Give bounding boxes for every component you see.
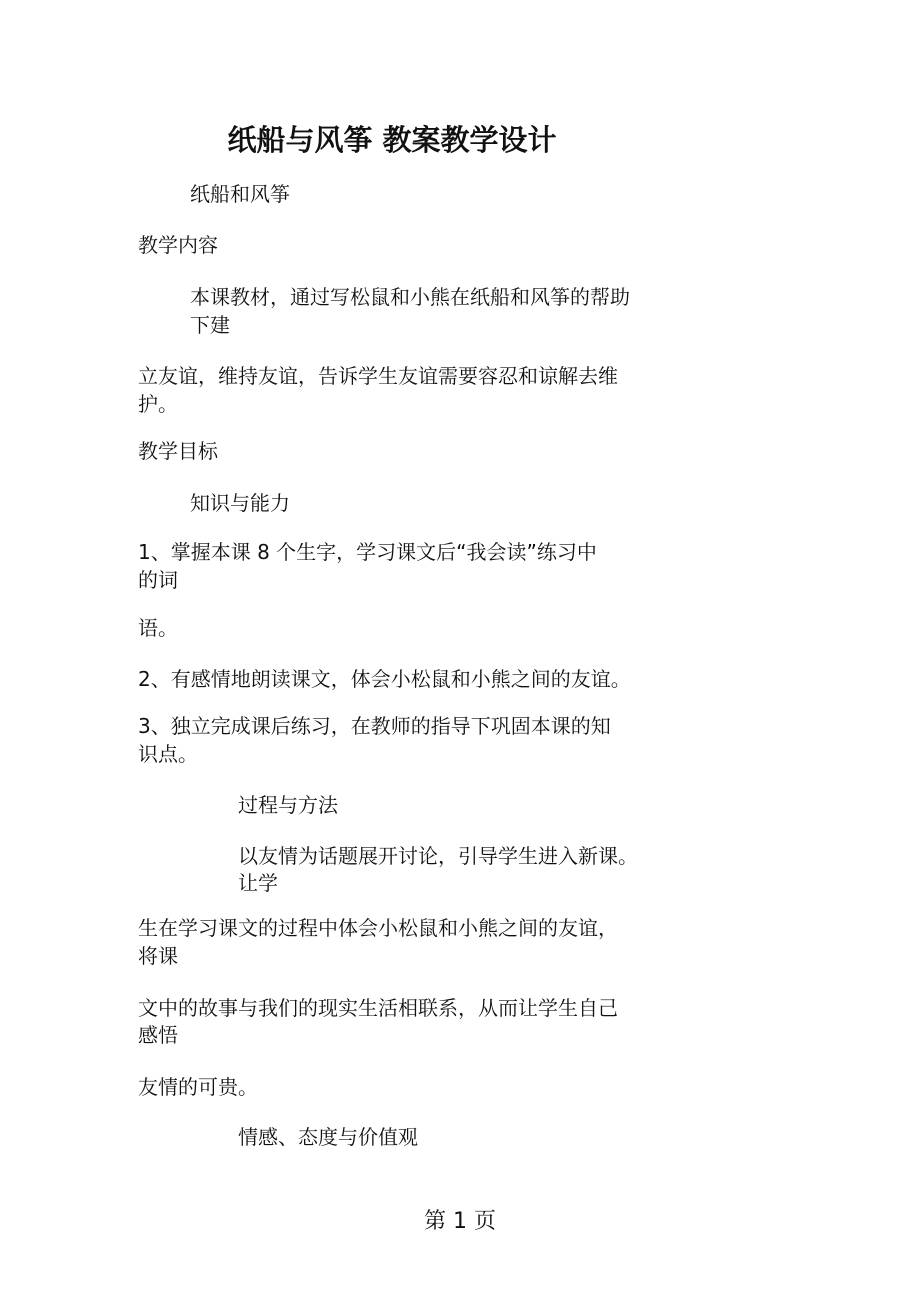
process-paragraph-line: 友情的可贵。 [138,1075,258,1099]
goal-item-1-line: 语。 [138,616,178,640]
subtitle-text: 纸船和风筝 [190,182,290,206]
content-paragraph-line: 本课教材，通过写松鼠和小熊在纸船和风筝的帮助 [190,285,630,309]
process-paragraph-line: 将课 [138,944,178,968]
process-paragraph-line: 感悟 [138,1023,178,1047]
process-paragraph-line: 文中的故事与我们的现实生活相联系，从而让学生自己 [138,996,618,1020]
goal-item-3-line: 3、独立完成课后练习，在教师的指导下巩固本课的知 [138,714,611,738]
page-number: 第 1 页 [424,1209,496,1234]
subheading-knowledge: 知识与能力 [190,491,290,515]
goal-item-1-line: 1、掌握本课 8 个生字，学习课文后“我会读”练习中 [138,540,597,564]
section-heading-goals: 教学目标 [138,439,218,463]
goal-item-3-line: 识点。 [138,742,198,766]
subheading-attitude: 情感、态度与价值观 [238,1125,418,1149]
content-paragraph-line: 护。 [138,392,178,416]
process-paragraph-line: 以友情为话题展开讨论，引导学生进入新课。 [238,844,638,868]
goal-item-2: 2、有感情地朗读课文，体会小松鼠和小熊之间的友谊。 [138,667,631,691]
goal-item-1-line: 的词 [138,568,178,592]
subheading-process: 过程与方法 [238,793,338,817]
section-heading-content: 教学内容 [138,233,218,257]
content-paragraph-line: 立友谊，维持友谊，告诉学生友谊需要容忍和谅解去维 [138,364,618,388]
content-paragraph-line: 下建 [190,313,230,337]
process-paragraph-line: 生在学习课文的过程中体会小松鼠和小熊之间的友谊， [138,916,618,940]
document-title: 纸船与风筝 教案教学设计 [227,123,557,157]
process-paragraph-line: 让学 [238,871,278,895]
